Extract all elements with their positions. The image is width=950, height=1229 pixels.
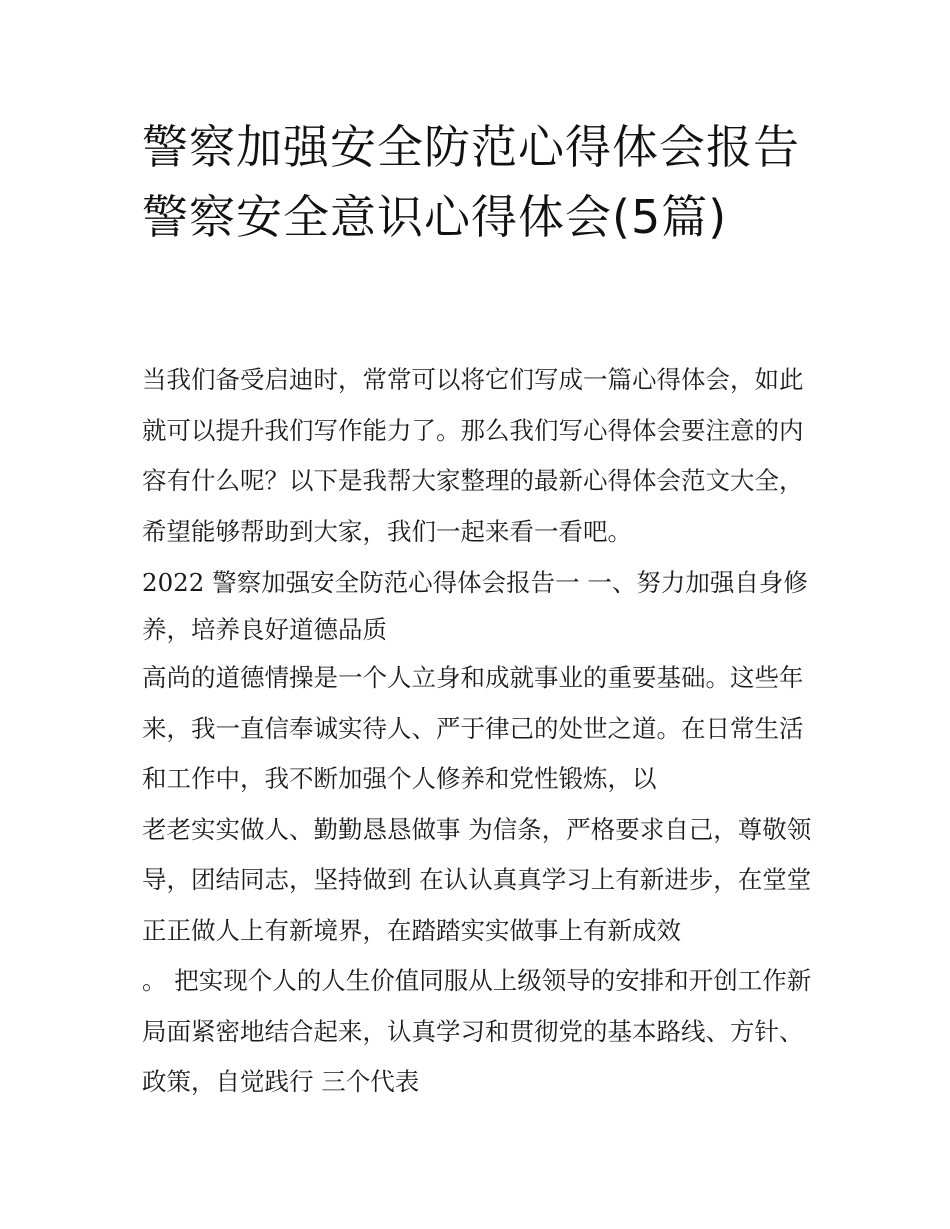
document-title: 警察加强安全防范心得体会报告 警察安全意识心得体会(5篇) (142, 120, 800, 244)
body-paragraph: 。 把实现个人的人生价值同服从上级领导的安排和开创工作新局面紧密地结合起来，认真学习和贯彻党的基本路线、方针、政策，自觉践行 三个代表 (142, 966, 812, 1096)
body-paragraph: 高尚的道德情操是一个人立身和成就事业的重要基础。这些年来，我一直信奉诚实待人、严于律己的处世之道。在日常生活和工作中，我不断加强个人修养和党性锻炼，以 (142, 663, 804, 793)
intro-paragraph: 当我们备受启迪时，常常可以将它们写成一篇心得体会，如此就可以提升我们写作能力了。那么我们写心得体会要注意的内容有什么呢？以下是我帮大家整理的最新心得体会范文大全，希望能够帮助到大家，我们一起来看一看吧。 (142, 365, 804, 546)
document-body (142, 355, 822, 1108)
body-paragraph: 老老实实做人、勤勤恳恳做事 为信条，严格要求自己，尊敬领导，团结同志，坚持做到 在认认真真学习上有新进步，在堂堂正正做人上有新境界，在踏踏实实做事上有新成效 (142, 814, 812, 945)
section-heading-paragraph: 2022 警察加强安全防范心得体会报告一 一、努力加强自身修养，培养良好道德品质 (142, 568, 808, 644)
